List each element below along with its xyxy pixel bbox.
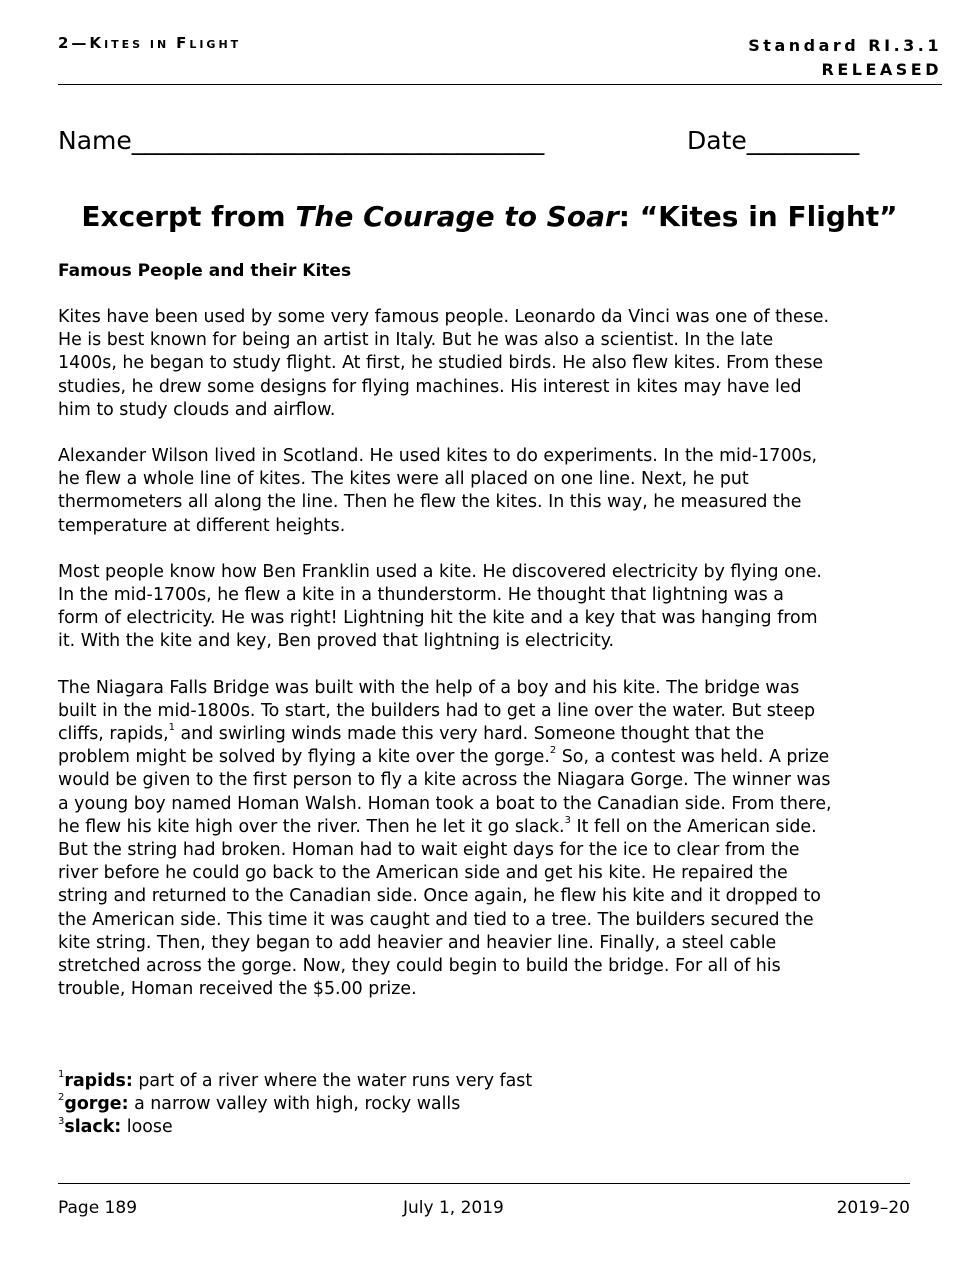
footnote-ref-1: 1: [168, 722, 176, 734]
text-line: Most people know how Ben Franklin used a kite. He discovered electricity by flying one.: [58, 561, 822, 582]
title-suffix: : “Kites in Flight”: [618, 200, 898, 233]
text-line: temperature at different heights.: [58, 515, 346, 536]
date-field: Date_________: [687, 126, 860, 155]
text-line: trouble, Homan received the $5.00 prize.: [58, 979, 417, 1000]
text-line: But the string had broken. Homan had to wait eight days for the ice to clear from the: [58, 840, 800, 861]
header-prefix: 2—K: [58, 34, 105, 52]
footnote-number: 2: [58, 1092, 65, 1104]
text-line: stretched across the gorge. Now, they could begin to build the bridge. For all of his: [58, 956, 781, 977]
text-line: thermometers all along the line. Then he flew the kites. In this way, he measured the: [58, 492, 802, 513]
paragraph-franklin: [58, 561, 930, 654]
footer-divider: [58, 1183, 910, 1184]
text-line: Alexander Wilson lived in Scotland. He used kites to do experiments. In the mid-1700s,: [58, 446, 818, 467]
text-line: him to study clouds and airflow.: [58, 399, 336, 420]
text-fragment: and swirling winds made this very hard. Someone thought that the: [175, 724, 765, 745]
text-line: the American side. This time it was caught and tied to a tree. The builders secured the: [58, 909, 814, 930]
released-label: RELEASED: [821, 60, 942, 79]
footer-school-year: 2019–20: [836, 1198, 910, 1218]
header-unit-title: [58, 34, 241, 52]
text-fragment: It fell on the American side.: [570, 816, 817, 837]
text-line: [58, 723, 930, 746]
name-date-line: [58, 126, 918, 155]
text-line: Kites have been used by some very famous people. Leonardo da Vinci was one of these.: [58, 307, 829, 327]
header-sc2: LIGHT: [189, 38, 242, 51]
standard-label: Standard RI.3.1: [748, 36, 942, 55]
text-line: a young boy named Homan Walsh. Homan took a boat to the Canadian side. From there,: [58, 793, 832, 814]
text-line: 1400s, he began to study flight. At first, he studied birds. He also flew kites. From these: [58, 353, 824, 374]
page-title: [0, 200, 979, 233]
footnote-ref-2: 2: [549, 745, 557, 757]
page-header: [58, 34, 942, 85]
page-number: Page 189: [58, 1198, 138, 1218]
footnote-term: gorge:: [64, 1094, 129, 1115]
footnote-term: slack:: [64, 1117, 122, 1138]
footnote-definition: part of a river where the water runs very fast: [132, 1071, 533, 1091]
footnote-definition: a narrow valley with high, rocky walls: [128, 1094, 461, 1115]
text-line: The Niagara Falls Bridge was built with the help of a boy and his kite. The bridge was: [58, 677, 800, 698]
section-heading: Famous People and their Kites: [58, 261, 352, 281]
text-line: it. With the kite and key, Ben proved that lightning is electricity.: [58, 631, 615, 652]
text-fragment: cliffs, rapids,: [58, 724, 169, 745]
paragraph-wilson: [58, 445, 930, 538]
header-sc1: ITES IN: [104, 38, 177, 51]
title-prefix: Excerpt from: [81, 200, 296, 233]
text-line: river before he could go back to the American side and get his kite. He repaired the: [58, 863, 788, 884]
text-line: form of electricity. He was right! Lightning hit the kite and a key that was hanging from: [58, 608, 818, 629]
text-line: [58, 746, 930, 769]
text-line: he flew a whole line of kites. The kites were all placed on one line. Next, he put: [58, 469, 749, 490]
footer-date: July 1, 2019: [403, 1198, 504, 1218]
article-body: [58, 306, 930, 1024]
paragraph-da-vinci: [58, 306, 930, 422]
footnote-number: 1: [58, 1069, 65, 1081]
text-line: He is best known for being an artist in Italy. But he was also a scientist. In the late: [58, 330, 774, 351]
footnote-definition: loose: [121, 1117, 173, 1138]
text-line: built in the mid-1800s. To start, the builders had to get a line over the water. But steep: [58, 700, 816, 721]
footnote-ref-3: 3: [564, 815, 571, 827]
text-line: studies, he drew some designs for flying machines. His interest in kites may have led: [58, 376, 802, 397]
text-line: [58, 816, 930, 839]
header-f: F: [176, 34, 190, 52]
footnote-term: rapids:: [64, 1071, 133, 1091]
paragraph-niagara: [58, 677, 930, 1002]
title-book: The Courage to Soar: [295, 200, 619, 233]
text-line: In the mid-1700s, he flew a kite in a thunderstorm. He thought that lightning was a: [58, 585, 784, 606]
name-field: Name_________________________________: [58, 126, 545, 155]
footnote-3: [58, 1116, 532, 1139]
text-fragment: So, a contest was held. A prize: [556, 747, 830, 768]
footnote-1: [58, 1070, 532, 1093]
footnotes: [58, 1070, 532, 1140]
text-fragment: problem might be solved by flying a kite over the gorge.: [58, 747, 550, 768]
footnote-number: 3: [58, 1115, 65, 1127]
footnote-2: [58, 1093, 532, 1116]
text-line: kite string. Then, they began to add heavier and heavier line. Finally, a steel cable: [58, 932, 777, 953]
text-fragment: he flew his kite high over the river. Then he let it go slack.: [58, 816, 565, 837]
text-line: string and returned to the Canadian side. Once again, he flew his kite and it dropped to: [58, 886, 821, 907]
text-line: would be given to the first person to fly a kite across the Niagara Gorge. The winner was: [58, 770, 831, 791]
